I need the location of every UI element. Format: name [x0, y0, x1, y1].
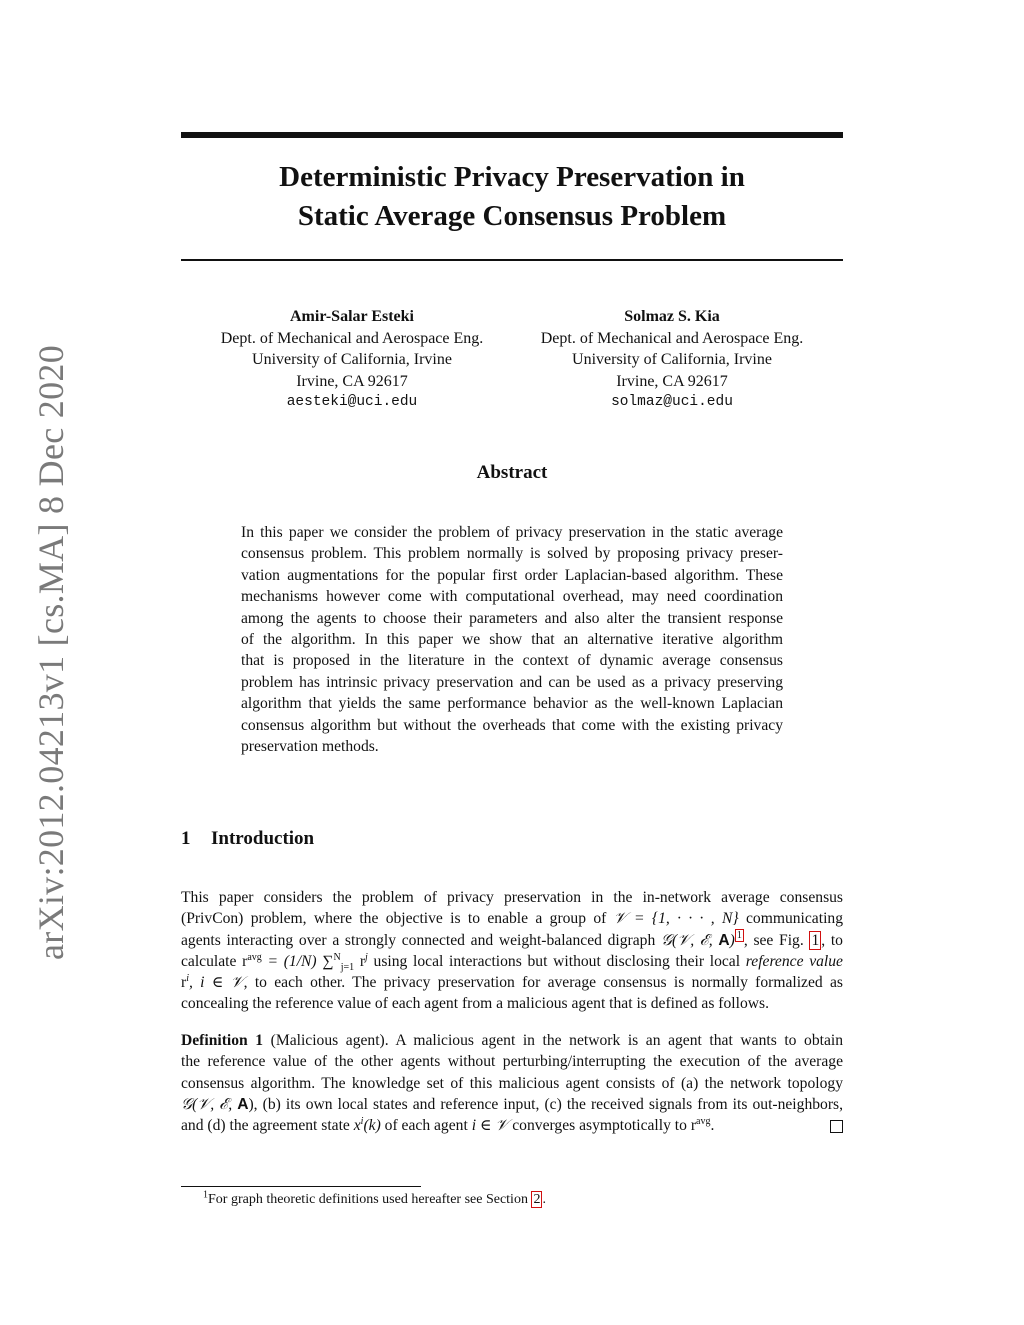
definition-line-3: consensus algorithm. The knowledge set of this malicious agent consists of (a) the network topology	[181, 1074, 843, 1092]
text: , to	[821, 931, 843, 949]
author-address: Irvine, CA 92617	[296, 372, 408, 390]
emphasis: reference value	[745, 952, 843, 970]
math-average: = (1/N) ∑	[261, 952, 334, 970]
text: converges asymptotically to r	[508, 1117, 697, 1135]
abstract-heading: Abstract	[476, 462, 548, 483]
intro-line-6: concealing the reference value of each agent from a malicious agent that is defined as follows.	[181, 995, 769, 1013]
section-title: Introduction	[211, 828, 315, 849]
superscript: i	[186, 973, 189, 984]
definition-line-5	[181, 1115, 843, 1136]
math-set-v: 𝒱 = {1, · · · , N}	[613, 910, 739, 928]
abstract-line: vation augmentations for the popular first order Laplacian-based algorithm. These	[241, 566, 783, 584]
author-block-2	[507, 306, 837, 414]
math-paren: )	[729, 931, 735, 949]
abstract-line: consensus algorithm but without the overheads that come with the existing privacy	[241, 716, 783, 734]
author-name: Amir-Salar Esteki	[290, 308, 414, 325]
definition-line-4	[181, 1094, 843, 1115]
text: .	[710, 1117, 715, 1135]
author-address: Irvine, CA 92617	[616, 372, 728, 390]
math-time: (k)	[363, 1117, 381, 1135]
author-university: University of California, Irvine	[252, 351, 452, 368]
superscript: i	[360, 1116, 364, 1127]
arxiv-stamp: arXiv:2012.04213v1 [cs.MA] 8 Dec 2020	[31, 345, 71, 960]
text: ), (b) its own local states and reference input, (c) the received signals from its out-neighbors,	[248, 1095, 843, 1113]
text: , to each other. The privacy preservation for average consensus is normally formalized as	[243, 974, 843, 992]
text: r	[354, 952, 366, 970]
abstract-body	[241, 522, 783, 757]
text: of each agent	[380, 1117, 472, 1135]
author-university: University of California, Irvine	[572, 351, 772, 368]
definition-paragraph	[181, 1030, 843, 1136]
superscript: avg	[247, 951, 262, 963]
abstract-line: preservation methods.	[241, 738, 379, 756]
text: using local interactions but without disclosing their local	[367, 952, 746, 970]
math-index: , i ∈ 𝒱	[188, 974, 244, 992]
text: .	[542, 1192, 546, 1207]
intro-line-1: This paper considers the problem of privacy preservation in the in-network average consensus	[181, 889, 843, 906]
text: (PrivCon) problem, where the objective is to enable a group of	[181, 910, 614, 928]
intro-line-4	[181, 951, 843, 972]
text: communicating	[738, 910, 843, 928]
title-top-rule	[181, 132, 843, 138]
abstract-line: among the agents to choose their parameters and also alter the transient response	[241, 609, 783, 627]
math-graph: 𝒢(𝒱, ℰ,	[660, 931, 719, 949]
abstract-line: algorithm that yields the same performance behavior as the well-known Laplacian	[241, 695, 783, 713]
definition-line-2: the reference value of the other agents without perturbing/interrupting the execution of the average	[181, 1053, 843, 1071]
author-email[interactable]: solmaz@uci.edu	[611, 394, 733, 410]
definition-label: Definition 1	[181, 1032, 264, 1049]
title-line-2: Static Average Consensus Problem	[297, 200, 727, 232]
abstract-line: consensus problem. This problem normally is solved by proposing privacy preser-	[241, 545, 783, 563]
abstract-line: that is proposed in the literature in the context of dynamic average consensus	[241, 652, 783, 670]
footnote-mark: 1	[203, 1189, 208, 1201]
math-adjacency: A	[237, 1095, 249, 1113]
qed-box-icon	[830, 1120, 843, 1133]
superscript: j	[365, 951, 368, 963]
abstract-line: problem has intrinsic privacy preservation and can be used as a privacy preserving	[241, 673, 783, 691]
text: , see Fig.	[743, 931, 810, 949]
section-link[interactable]: 2	[533, 1192, 541, 1207]
section-number: 1	[181, 828, 191, 849]
math-index: i ∈ 𝒱	[471, 1117, 509, 1135]
author-dept: Dept. of Mechanical and Aerospace Eng.	[540, 329, 804, 347]
superscript: avg	[696, 1116, 711, 1127]
text: A malicious agent in the network is an agent that wants to obtain	[388, 1032, 844, 1049]
intro-line-2	[181, 908, 843, 929]
footnote-link[interactable]: 1	[736, 930, 742, 942]
title-bottom-rule	[181, 259, 843, 261]
text: agents interacting over a strongly connected and weight-balanced digraph	[181, 931, 661, 949]
text: calculate r	[181, 952, 248, 970]
author-name: Solmaz S. Kia	[624, 308, 720, 325]
intro-line-5	[181, 972, 843, 993]
definition-line-1	[181, 1030, 843, 1051]
subscript: j=1	[340, 962, 355, 973]
math-adjacency: A	[718, 931, 730, 949]
footnote-text: For graph theoretic definitions used hereafter see Section	[208, 1192, 532, 1207]
intro-paragraph	[181, 887, 843, 1015]
definition-name: (Malicious agent).	[263, 1032, 389, 1049]
section-heading	[181, 828, 314, 850]
author-email[interactable]: aesteki@uci.edu	[286, 394, 418, 410]
math-graph: 𝒢(𝒱, ℰ,	[181, 1095, 238, 1113]
footnote	[203, 1191, 546, 1209]
paper-title	[181, 158, 843, 236]
math-state: x	[353, 1117, 361, 1135]
superscript: N	[333, 951, 341, 963]
title-line-1: Deterministic Privacy Preservation in	[279, 161, 745, 193]
author-block-1	[187, 306, 517, 414]
abstract-line: mechanisms however come with computational overhead, may need coordination	[241, 588, 783, 606]
figure-link[interactable]: 1	[811, 931, 820, 949]
text: and (d) the agreement state	[181, 1117, 354, 1135]
author-dept: Dept. of Mechanical and Aerospace Eng.	[220, 329, 484, 347]
footnote-rule	[181, 1186, 421, 1187]
abstract-line: of the algorithm. In this paper we show that an alternative iterative algorithm	[241, 631, 783, 649]
text: r	[181, 974, 187, 992]
intro-line-3	[181, 930, 843, 951]
abstract-line: In this paper we consider the problem of privacy preservation in the static average	[241, 524, 783, 541]
